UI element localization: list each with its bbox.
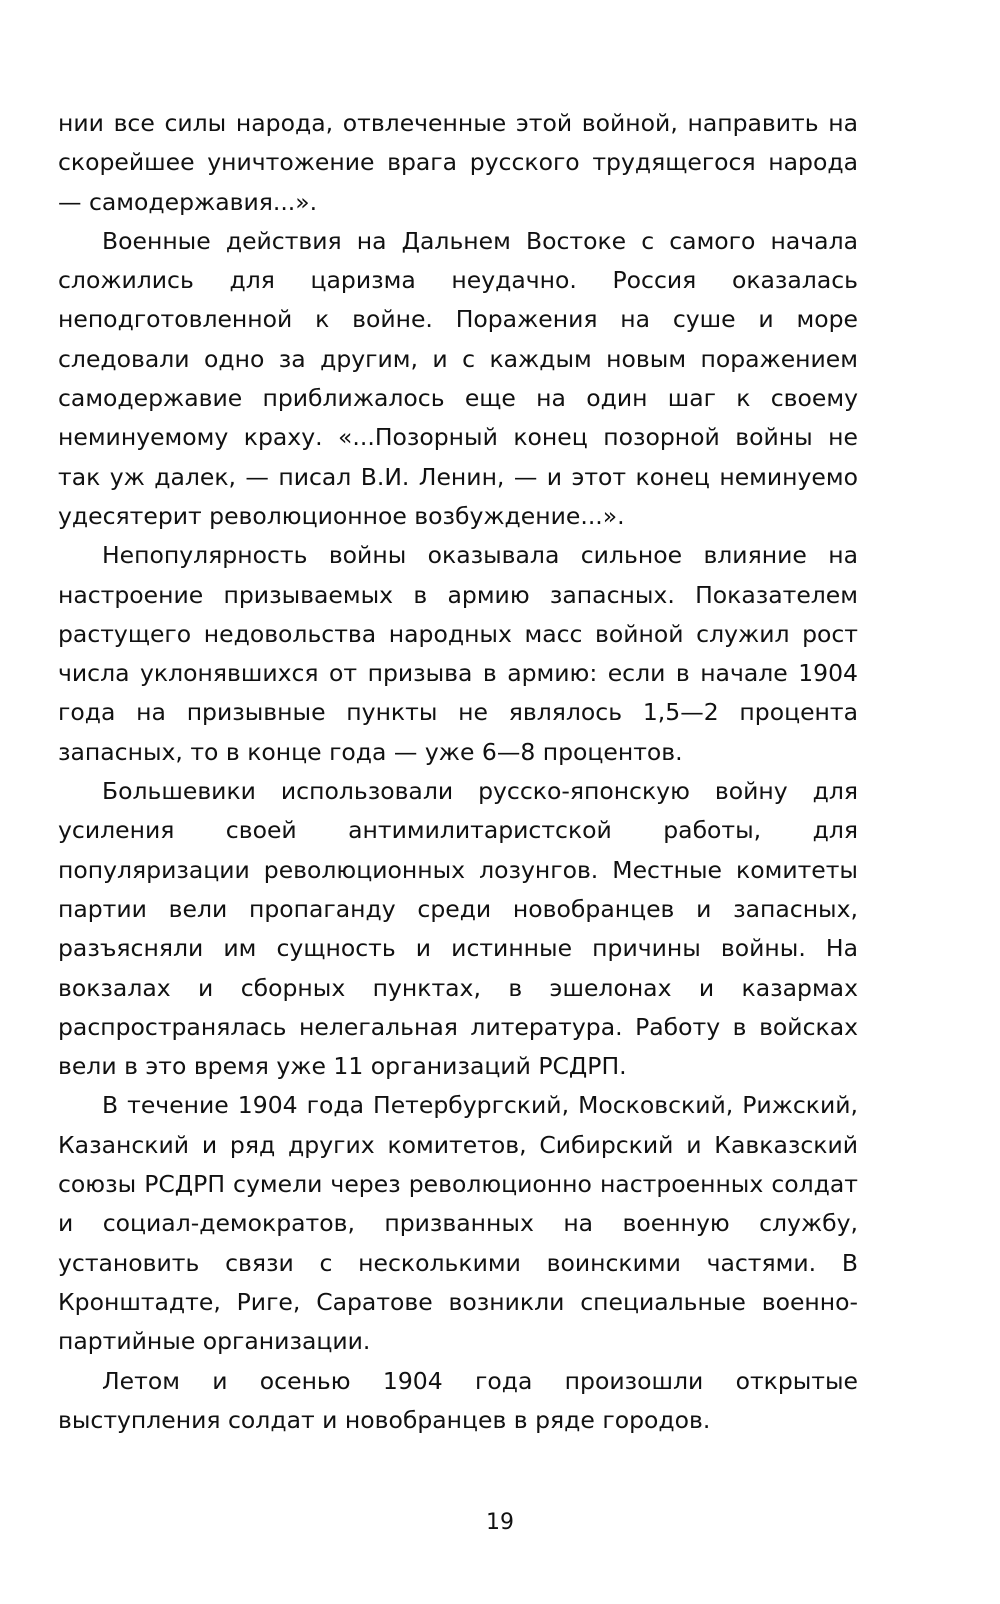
page-number: 19 bbox=[486, 1510, 514, 1535]
paragraph-2: Военные действия на Дальнем Востоке с самого начала сложились для царизма неудачно. Россия оказалась неподготовленной к войне. Поражения на суше и море следовали одно за другим, и с каждым новым поражением самодержавие приближалось еще на один шаг к своему неминуемому краху. «...Позорный конец позорной войны не так уж далек, — писал В.И. Ленин, — и этот конец неминуемо удесятерит революционное возбуждение...». bbox=[58, 226, 858, 530]
paragraph-6: Летом и осенью 1904 года произошли открытые выступления солдат и новобранцев в ряде городов. bbox=[58, 1366, 858, 1434]
paragraph-4: Большевики использовали русско-японскую войну для усиления своей антимилитаристской работы, для популяризации революционных лозунгов. Местные комитеты партии вели пропаганду среди новобранцев и запасных, разъясняли им сущность и истинные причины войны. На вокзалах и сборных пунктах, в эшелонах и казармах распространялась нелегальная литература. Работу в войсках вели в это время уже 11 организаций РСДРП. bbox=[58, 777, 858, 1081]
paragraph-5: В течение 1904 года Петербургский, Московский, Рижский, Казанский и ряд других комитетов, Сибирский и Кавказский союзы РСДРП сумели через революционно настроенных солдат и социал-демократов, призванных на военную службу, установить связи с несколькими воинскими частями. В Кронштадте, Риге, Саратове возникли специальные военно-партийные организации. bbox=[58, 1091, 858, 1356]
paragraph-3: Непопулярность войны оказывала сильное влияние на настроение призываемых в армию запасных. Показателем растущего недовольства народных масс войной служил рост числа уклонявшихся от призыва в армию: если в начале 1904 года на призывные пункты не являлось 1,5—2 процента запасных, то в конце года — уже 6—8 процентов. bbox=[58, 541, 858, 766]
paragraph-1: нии все силы народа, отвлеченные этой войной, направить на скорейшее уничтожение врага русского трудящегося народа — самодержавия...». bbox=[58, 109, 858, 216]
body-text bbox=[58, 104, 858, 1440]
